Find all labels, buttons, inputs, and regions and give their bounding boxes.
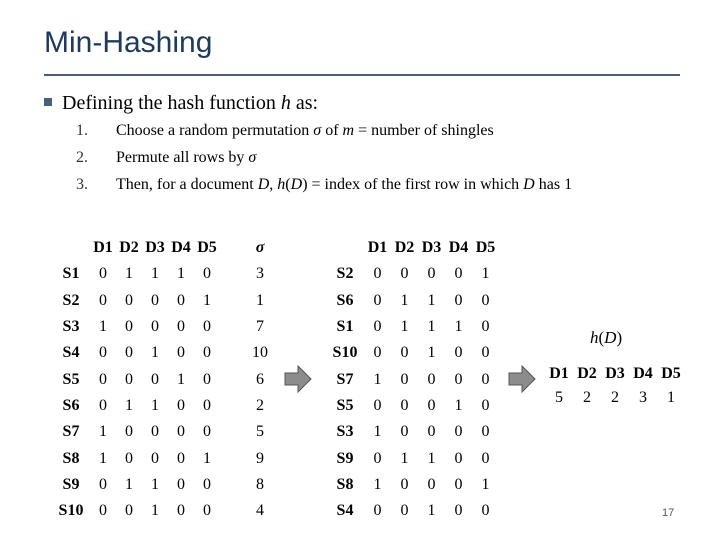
- matrix-cell: 0: [454, 265, 463, 283]
- matrix-cell: 1: [151, 475, 159, 493]
- step-text: [116, 122, 494, 149]
- column-header: D1: [93, 239, 113, 257]
- row-label: S8: [336, 475, 354, 493]
- table-row: [326, 261, 499, 287]
- table-row: [52, 393, 220, 419]
- hash-value: 3: [639, 389, 647, 406]
- matrix-cell: 0: [99, 265, 107, 283]
- permutation-value: 10: [252, 344, 268, 362]
- step-text-part: D: [523, 176, 535, 193]
- original-matrix: [52, 235, 220, 524]
- matrix-cell: 1: [481, 265, 490, 283]
- row-label: S4: [336, 502, 354, 520]
- table-row: [326, 366, 499, 392]
- table-row: [52, 288, 220, 314]
- matrix-cell: 0: [427, 396, 436, 414]
- hash-value: 2: [611, 389, 619, 406]
- matrix-cell: 0: [400, 265, 409, 283]
- matrix-cell: 0: [481, 396, 490, 414]
- hash-label: h(D): [590, 328, 623, 347]
- matrix-cell: 1: [99, 449, 107, 467]
- matrix-cell: 0: [125, 423, 133, 441]
- matrix-cell: 1: [454, 318, 463, 336]
- matrix-cell: 0: [400, 370, 409, 388]
- corner-cell: [326, 235, 364, 261]
- column-header: D3: [605, 365, 625, 382]
- column-header: D2: [394, 239, 415, 257]
- matrix-cell: 0: [454, 502, 463, 520]
- matrix-cell: 0: [151, 370, 159, 388]
- matrix-cell: 0: [99, 475, 107, 493]
- step-text-part: σ: [313, 122, 322, 139]
- matrix-cell: 0: [177, 344, 185, 362]
- slide-title: Min-Hashing: [44, 26, 213, 59]
- matrix-cell: 0: [203, 265, 211, 283]
- step-text-part: D: [290, 176, 303, 193]
- table-row: [52, 366, 220, 392]
- matrix-cell: 0: [373, 344, 382, 362]
- step-text-part: m: [342, 122, 355, 139]
- matrix-cell: 1: [373, 370, 382, 388]
- matrix-cell: 0: [454, 475, 463, 493]
- permutation-value: 7: [256, 318, 264, 336]
- matrix-cell: 0: [203, 318, 211, 336]
- hash-value: 2: [583, 389, 591, 406]
- step-text-part: of: [321, 122, 343, 139]
- matrix-cell: 1: [203, 449, 211, 467]
- matrix-cell: 0: [454, 449, 463, 467]
- row-label: S3: [336, 423, 354, 441]
- permutation-value: 3: [256, 265, 264, 283]
- matrix-cell: 0: [373, 502, 382, 520]
- step-list: [76, 122, 572, 203]
- matrix-cell: 0: [400, 396, 409, 414]
- right-arrow-icon: [284, 365, 312, 393]
- column-header: D1: [549, 365, 569, 382]
- row-label: S1: [62, 265, 80, 283]
- matrix-cell: 0: [151, 318, 159, 336]
- hash-result-table: [545, 362, 685, 410]
- column-header: D2: [119, 239, 139, 257]
- table-row: [326, 498, 499, 524]
- matrix-cell: 0: [203, 344, 211, 362]
- table-row: [326, 314, 499, 340]
- step-text: [116, 176, 572, 203]
- permutation-value: 6: [256, 370, 264, 388]
- bullet-suffix: as:: [290, 92, 319, 114]
- step-number: 2.: [76, 149, 88, 166]
- matrix-cell: 0: [151, 449, 159, 467]
- column-header: D3: [145, 239, 165, 257]
- permutation-value: 1: [256, 291, 264, 309]
- table-row: [326, 472, 499, 498]
- permutation-value: 4: [256, 502, 264, 520]
- row-label: S7: [336, 370, 354, 388]
- matrix-cell: 1: [203, 291, 211, 309]
- table-row: [326, 445, 499, 471]
- table-row: [244, 498, 276, 524]
- row-label: S7: [62, 423, 80, 441]
- matrix-cell: 0: [125, 291, 133, 309]
- matrix-cell: 0: [99, 502, 107, 520]
- main-bullet: [44, 92, 318, 115]
- matrix-cell: 1: [481, 475, 490, 493]
- step-text-part: h: [277, 176, 286, 193]
- step-text-part: Choose a random permutation: [116, 122, 314, 139]
- matrix-cell: 0: [481, 344, 490, 362]
- matrix-cell: 0: [481, 318, 490, 336]
- row-label: S9: [336, 449, 354, 467]
- step-text-part: ) = index of the first row in which: [302, 176, 524, 193]
- header-row: [545, 362, 685, 386]
- matrix-cell: 0: [454, 370, 463, 388]
- matrix-cell: 1: [151, 396, 159, 414]
- matrix-cell: 0: [454, 344, 463, 362]
- matrix-cell: 0: [427, 265, 436, 283]
- row-label: S10: [58, 502, 84, 520]
- header-row: [244, 235, 276, 261]
- matrix-cell: 0: [99, 344, 107, 362]
- column-header: D2: [577, 365, 597, 382]
- matrix-cell: 1: [373, 423, 382, 441]
- matrix-cell: 0: [427, 475, 436, 493]
- matrix-cell: 1: [454, 396, 463, 414]
- table-row: [244, 393, 276, 419]
- title-divider: [44, 74, 680, 76]
- matrix-cell: 0: [373, 318, 382, 336]
- permuted-matrix: [326, 235, 499, 524]
- permutation-column: [244, 235, 276, 524]
- hash-value: 1: [667, 389, 675, 406]
- column-header: D1: [367, 239, 388, 257]
- table-row: [52, 419, 220, 445]
- permutation-value: 8: [256, 475, 264, 493]
- matrix-cell: 1: [400, 449, 409, 467]
- page-number: 17: [662, 507, 675, 519]
- matrix-cell: 0: [125, 344, 133, 362]
- matrix-cell: 0: [203, 396, 211, 414]
- matrix-cell: 0: [125, 502, 133, 520]
- matrix-cell: 1: [177, 265, 185, 283]
- matrix-cell: 1: [151, 502, 159, 520]
- step-text-part: Then, for a document: [116, 176, 258, 193]
- corner-cell: [52, 235, 90, 261]
- matrix-cell: 0: [454, 291, 463, 309]
- matrix-cell: 0: [400, 344, 409, 362]
- matrix-cell: 1: [151, 344, 159, 362]
- step-text-part: ,: [269, 176, 278, 193]
- bullet-var: h: [280, 92, 291, 114]
- table-row: [326, 288, 499, 314]
- matrix-cell: 0: [177, 449, 185, 467]
- permutation-value: 5: [256, 423, 264, 441]
- step-text-part: = number of shingles: [354, 122, 494, 139]
- step-item: [76, 176, 572, 203]
- matrix-cell: 0: [177, 475, 185, 493]
- matrix-cell: 1: [177, 370, 185, 388]
- row-label: S6: [62, 396, 80, 414]
- table-row: [52, 472, 220, 498]
- permutation-value: 9: [256, 449, 264, 467]
- table-row: [244, 366, 276, 392]
- matrix-cell: 0: [177, 396, 185, 414]
- step-text-part: (: [285, 176, 291, 193]
- table-row: [326, 393, 499, 419]
- step-text: [116, 149, 256, 176]
- step-number: 3.: [76, 176, 88, 193]
- matrix-cell: 0: [177, 291, 185, 309]
- matrix-cell: 1: [151, 265, 159, 283]
- right-arrow-icon: [508, 365, 536, 393]
- square-bullet-icon: [44, 98, 52, 106]
- hash-value: 5: [555, 389, 563, 406]
- table-row: [52, 445, 220, 471]
- matrix-cell: 0: [400, 423, 409, 441]
- column-header: D5: [475, 239, 496, 257]
- matrix-cell: 0: [427, 423, 436, 441]
- step-number: 1.: [76, 122, 88, 139]
- matrix-cell: 0: [481, 502, 490, 520]
- matrix-cell: 0: [373, 265, 382, 283]
- matrix-cell: 0: [481, 291, 490, 309]
- table-row: [244, 445, 276, 471]
- matrix-cell: 0: [400, 502, 409, 520]
- matrix-cell: 0: [125, 449, 133, 467]
- matrix-cell: 1: [125, 265, 133, 283]
- header-row: [52, 235, 220, 261]
- row-label: S3: [62, 318, 80, 336]
- matrix-cell: 1: [125, 396, 133, 414]
- matrix-cell: 0: [151, 423, 159, 441]
- matrix-cell: 0: [481, 449, 490, 467]
- row-label: S4: [62, 344, 80, 362]
- table-row: [244, 314, 276, 340]
- row-label: S8: [62, 449, 80, 467]
- matrix-cell: 1: [427, 449, 436, 467]
- table-row: [244, 340, 276, 366]
- table-row: [52, 340, 220, 366]
- row-label: S6: [336, 291, 354, 309]
- matrix-cell: 0: [151, 291, 159, 309]
- matrix-cell: 1: [427, 291, 436, 309]
- header-row: [326, 235, 499, 261]
- table-row: [244, 472, 276, 498]
- matrix-cell: 0: [373, 291, 382, 309]
- column-header: D4: [633, 365, 653, 382]
- permutation-value: 2: [256, 396, 264, 414]
- table-row: [52, 314, 220, 340]
- column-header: D5: [661, 365, 681, 382]
- row-label: S9: [62, 475, 80, 493]
- column-header: D4: [171, 239, 191, 257]
- table-row: [52, 261, 220, 287]
- matrix-cell: 1: [400, 291, 409, 309]
- matrix-cell: 0: [177, 318, 185, 336]
- matrix-cell: 0: [373, 449, 382, 467]
- matrix-cell: 0: [400, 475, 409, 493]
- table-row: [244, 261, 276, 287]
- matrix-cell: 0: [177, 502, 185, 520]
- matrix-cell: 0: [481, 423, 490, 441]
- table-row: [545, 386, 685, 410]
- row-label: S10: [332, 344, 358, 362]
- step-item: [76, 122, 572, 149]
- matrix-cell: 1: [427, 344, 436, 362]
- step-text-part: has 1: [534, 176, 573, 193]
- step-text-part: Permute all rows by: [116, 149, 249, 166]
- column-header: D5: [197, 239, 217, 257]
- matrix-cell: 0: [203, 423, 211, 441]
- matrix-cell: 0: [125, 370, 133, 388]
- row-label: S2: [336, 265, 354, 283]
- column-header: D4: [448, 239, 469, 257]
- table-row: [52, 498, 220, 524]
- matrix-cell: 0: [99, 396, 107, 414]
- row-label: S5: [62, 370, 80, 388]
- matrix-cell: 0: [427, 370, 436, 388]
- step-text-part: σ: [248, 149, 257, 166]
- bullet-prefix: Defining the hash function: [62, 92, 281, 114]
- matrix-cell: 1: [400, 318, 409, 336]
- table-row: [244, 419, 276, 445]
- matrix-cell: 0: [203, 475, 211, 493]
- row-label: S1: [336, 318, 354, 336]
- matrix-cell: 0: [99, 291, 107, 309]
- row-label: S2: [62, 291, 80, 309]
- step-item: [76, 149, 572, 176]
- row-label: S5: [336, 396, 354, 414]
- matrix-cell: 0: [481, 370, 490, 388]
- matrix-cell: 0: [373, 396, 382, 414]
- column-header: D3: [421, 239, 442, 257]
- table-row: [326, 340, 499, 366]
- step-text-part: D: [257, 176, 270, 193]
- matrix-cell: 1: [125, 475, 133, 493]
- sigma-header: σ: [255, 239, 265, 257]
- matrix-cell: 1: [427, 318, 436, 336]
- matrix-cell: 0: [125, 318, 133, 336]
- matrix-cell: 1: [99, 423, 107, 441]
- table-row: [326, 419, 499, 445]
- table-row: [244, 288, 276, 314]
- matrix-cell: 1: [99, 318, 107, 336]
- matrix-cell: 0: [99, 370, 107, 388]
- matrix-cell: 0: [454, 423, 463, 441]
- matrix-cell: 0: [177, 423, 185, 441]
- matrix-cell: 1: [373, 475, 382, 493]
- matrix-cell: 0: [203, 502, 211, 520]
- matrix-cell: 1: [427, 502, 436, 520]
- matrix-cell: 0: [203, 370, 211, 388]
